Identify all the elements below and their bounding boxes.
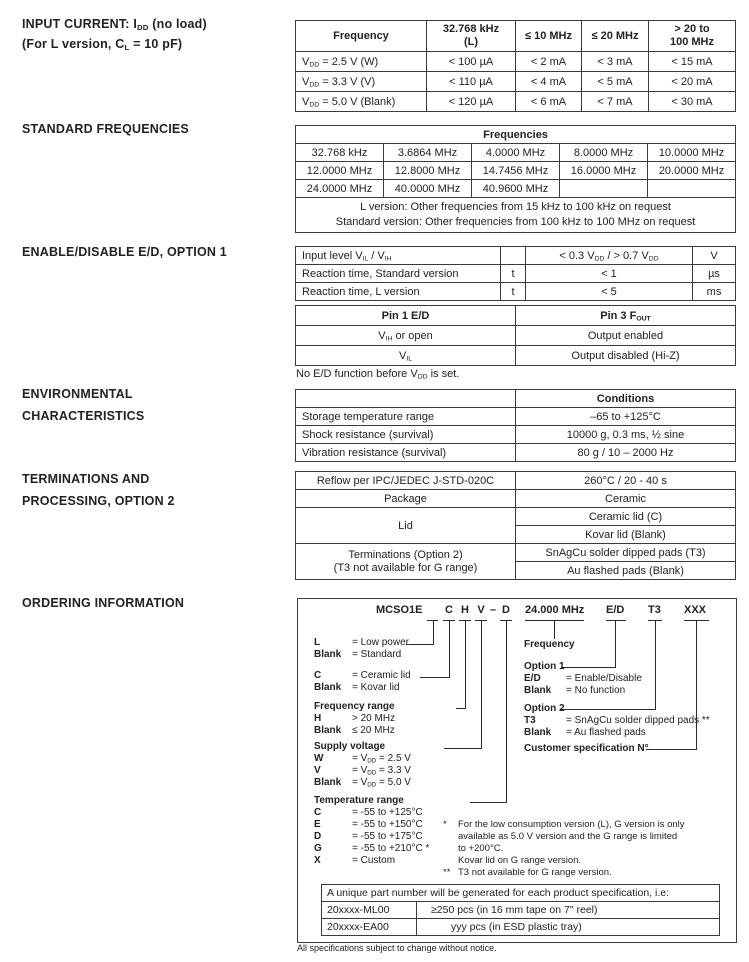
table-cell: 10000 g, 0.3 ms, ½ sine (516, 426, 736, 444)
legend-row: Blank = No function (524, 685, 626, 696)
table-row (296, 444, 736, 462)
table-row (296, 247, 736, 265)
terminations-heading-line2: PROCESSING, OPTION 2 (22, 494, 175, 508)
frequency-note-line1: L version: Other frequencies from 15 kHz to 100 kHz on request (360, 201, 671, 213)
table-cell: 32.768 kHz (L) (427, 21, 516, 52)
table-cell: Package (296, 490, 516, 508)
table-cell: < 15 mA (649, 52, 736, 72)
legend-row: Blank = $V_{DD} = 5.0$ V (314, 777, 411, 789)
table-cell: $V_{IL}$ (296, 346, 516, 366)
table-row (296, 390, 736, 408)
table-cell: Input level $V_{IL} / V_{IH}$ (296, 247, 501, 265)
connector-line (406, 644, 434, 645)
table-row (296, 265, 736, 283)
table-cell (296, 390, 516, 408)
table-cell: 3.6864 MHz (384, 144, 472, 162)
legend-title: Frequency range (314, 701, 395, 712)
connector-line (456, 708, 466, 709)
table-cell: Pin 1 E/D (296, 306, 516, 326)
standard-frequencies-heading: STANDARD FREQUENCIES (22, 122, 189, 136)
ed-pin-table (295, 305, 736, 366)
table-cell: Ceramic (516, 490, 736, 508)
table-row (296, 180, 736, 198)
part-option1: E/D (606, 604, 625, 616)
footer-note: All specifications subject to change without notice. (297, 943, 497, 953)
legend-title: Option 2 (524, 703, 565, 714)
table-cell: 20xxxx-ML00 (322, 902, 417, 919)
table-cell: 80 g / 10 – 2000 Hz (516, 444, 736, 462)
table-cell: 32.768 kHz (296, 144, 384, 162)
table-cell: 14.7456 MHz (472, 162, 560, 180)
legend-row: L = Low power (314, 637, 409, 648)
enable-disable-heading: ENABLE/DISABLE E/D, OPTION 1 (22, 245, 227, 259)
table-cell: Frequencies (296, 126, 736, 144)
table-cell: < 1 (526, 265, 693, 283)
legend-row: G = -55 to +210°C * (314, 843, 430, 854)
table-row (296, 144, 736, 162)
label-block-temperature-range (314, 795, 429, 867)
table-row (296, 408, 736, 426)
table-row (296, 162, 736, 180)
part-option2: T3 (648, 604, 661, 616)
table-cell: ms (693, 283, 736, 301)
table-row (296, 490, 736, 508)
table-cell: 12.0000 MHz (296, 162, 384, 180)
table-row (296, 426, 736, 444)
legend-row: D = -55 to +175°C (314, 831, 423, 842)
ed-levels-table (295, 246, 736, 301)
part-freq-range-code: H (461, 604, 469, 616)
legend-row: E = -55 to +150°C (314, 819, 423, 830)
table-cell: > 20 to 100 MHz (649, 21, 736, 52)
table-cell: < 7 mA (582, 92, 649, 112)
table-cell: ≤ 10 MHz (516, 21, 582, 52)
part-voltage-code: V (477, 604, 485, 616)
legend-title: Option 1 (524, 661, 565, 672)
table-cell: $V_{IH}$ or open (296, 326, 516, 346)
table-cell: Output enabled (516, 326, 736, 346)
table-cell: < 0.3 $V_{DD}$ / > 0.7 $V_{DD}$ (526, 247, 693, 265)
table-cell: Vibration resistance (survival) (296, 444, 516, 462)
connector-line (433, 621, 434, 644)
part-number-table (321, 884, 720, 936)
label-block-customer-spec (524, 743, 649, 755)
legend-title: Customer specification N° (524, 743, 649, 754)
table-row (296, 472, 736, 490)
connector-line (554, 621, 555, 639)
table-cell: 12.8000 MHz (384, 162, 472, 180)
table-cell: 10.0000 MHz (648, 144, 736, 162)
legend-row: X = Custom (314, 855, 396, 866)
table-cell: ≥250 pcs (in 16 mm tape on 7" reel) (417, 902, 720, 919)
label-block-option2 (524, 703, 710, 739)
label-block-frequency (524, 639, 575, 651)
table-cell: –65 to +125°C (516, 408, 736, 426)
connector-line (444, 748, 482, 749)
table-cell: t (501, 265, 526, 283)
ordering-heading: ORDERING INFORMATION (22, 596, 185, 610)
table-cell: Conditions (516, 390, 736, 408)
table-row (322, 919, 720, 936)
footnote-line: * For the low consumption version (L), G version is only (443, 819, 685, 830)
footnote-star (443, 819, 685, 879)
table-row (322, 885, 720, 902)
table-row (296, 92, 736, 112)
table-cell: 40.9600 MHz (472, 180, 560, 198)
footnote-line: available as 5.0 V version and the G range is limited (458, 831, 678, 842)
input-current-heading: INPUT CURRENT: $I_{DD}$ (no load) (22, 17, 207, 32)
table-cell: 24.0000 MHz (296, 180, 384, 198)
table-cell (501, 247, 526, 265)
table-cell: < 100 µA (427, 52, 516, 72)
legend-row: C = Ceramic lid (314, 670, 411, 681)
legend-title: Frequency (524, 639, 575, 650)
table-cell: yyy pcs (in ESD plastic tray) (417, 919, 720, 936)
standard-frequencies-table (295, 125, 736, 233)
table-row (296, 198, 736, 233)
part-customer-code: XXX (684, 604, 707, 616)
legend-row: Blank = Au flashed pads (524, 727, 646, 738)
part-family: MCSO1E (376, 604, 423, 616)
table-cell: Reaction time, L version (296, 283, 501, 301)
input-current-table (295, 20, 736, 112)
table-cell: $V_{DD} = 5.0$ V (Blank) (296, 92, 427, 112)
table-row (296, 126, 736, 144)
connector-line (481, 621, 482, 748)
connector-line (646, 749, 697, 750)
table-cell: Terminations (Option 2) (T3 not available for G range) (296, 544, 516, 580)
table-row (296, 508, 736, 526)
table-cell: Reflow per IPC/JEDEC J-STD-020C (296, 472, 516, 490)
table-cell: $V_{DD} = 3.3$ V (V) (296, 72, 427, 92)
connector-line (420, 677, 450, 678)
table-cell: 20xxxx-EA00 (322, 919, 417, 936)
table-cell: Lid (296, 508, 516, 544)
connector-line (506, 621, 507, 802)
table-cell: V (693, 247, 736, 265)
table-cell: $V_{DD} = 2.5$ V (W) (296, 52, 427, 72)
table-cell (560, 180, 648, 198)
terminations-heading-line1: TERMINATIONS AND (22, 472, 150, 486)
terminations-table (295, 471, 736, 580)
connector-line (449, 621, 450, 677)
table-cell: Output disabled (Hi-Z) (516, 346, 736, 366)
table-row (296, 283, 736, 301)
legend-title: Supply voltage (314, 741, 386, 752)
table-cell: < 110 µA (427, 72, 516, 92)
table-cell: Kovar lid (Blank) (516, 526, 736, 544)
connector-line (470, 802, 507, 803)
table-cell: < 5 mA (582, 72, 649, 92)
table-cell: < 6 mA (516, 92, 582, 112)
environmental-heading-line1: ENVIRONMENTAL (22, 387, 133, 401)
table-cell: µs (693, 265, 736, 283)
legend-row: $V = V_{DD} = 3.3$ V (314, 765, 411, 777)
footnote-line: Kovar lid on G range version. (458, 855, 582, 866)
table-cell: < 5 (526, 283, 693, 301)
footnote-line: ** T3 not available for G range version. (443, 867, 612, 878)
table-cell: Reaction time, Standard version (296, 265, 501, 283)
table-cell: < 3 mA (582, 52, 649, 72)
table-cell: ≤ 20 MHz (582, 21, 649, 52)
table-row (296, 21, 736, 52)
table-cell: 40.0000 MHz (384, 180, 472, 198)
legend-row: Blank = Standard (314, 649, 402, 660)
table-cell: Au flashed pads (Blank) (516, 562, 736, 580)
label-block-lid (314, 670, 411, 694)
part-lid-code: C (445, 604, 453, 616)
table-row (296, 306, 736, 326)
table-cell: 8.0000 MHz (560, 144, 648, 162)
table-cell: 16.0000 MHz (560, 162, 648, 180)
table-cell (648, 180, 736, 198)
ed-note: No E/D function before $V_{DD}$ is set. (296, 368, 460, 381)
table-row (296, 544, 736, 562)
table-cell: A unique part number will be generated for each product specification, i.e: (322, 885, 720, 902)
table-cell: Frequency (296, 21, 427, 52)
underline (606, 620, 626, 621)
ordering-diagram-box (297, 598, 737, 943)
connector-line (465, 621, 466, 708)
table-row (296, 52, 736, 72)
label-block-supply-voltage (314, 741, 411, 789)
connector-line (655, 621, 656, 709)
legend-row: Blank ≤ 20 MHz (314, 725, 395, 736)
frequency-note-line2: Standard version: Other frequencies from 100 kHz to 100 MHz on request (335, 216, 696, 228)
label-block-frequency-range (314, 701, 395, 737)
legend-title: Temperature range (314, 795, 404, 806)
table-cell: 20.0000 MHz (648, 162, 736, 180)
part-temp-range-code: D (502, 604, 510, 616)
input-current-subheading: (For L version, $C_L = 10$ pF) (22, 37, 183, 52)
table-cell: t (501, 283, 526, 301)
table-cell: < 120 µA (427, 92, 516, 112)
legend-row: Blank = Kovar lid (314, 682, 400, 693)
table-cell: Ceramic lid (C) (516, 508, 736, 526)
table-cell: Pin 3 $F_{OUT}$ (516, 306, 736, 326)
table-cell (296, 198, 736, 233)
environmental-table (295, 389, 736, 462)
label-block-option1 (524, 661, 642, 697)
table-cell: 4.0000 MHz (472, 144, 560, 162)
table-row (322, 902, 720, 919)
part-frequency: 24.000 MHz (525, 604, 585, 616)
table-cell: < 20 mA (649, 72, 736, 92)
label-block-power (314, 637, 409, 661)
table-cell: < 2 mA (516, 52, 582, 72)
legend-row: C = -55 to +125°C (314, 807, 423, 818)
table-row (296, 72, 736, 92)
table-cell: 260°C / 20 - 40 s (516, 472, 736, 490)
part-separator: – (489, 604, 497, 616)
table-cell: Shock resistance (survival) (296, 426, 516, 444)
table-row (296, 346, 736, 366)
environmental-heading-line2: CHARACTERISTICS (22, 409, 145, 423)
table-cell: Storage temperature range (296, 408, 516, 426)
footnote-line: to +200°C. (458, 843, 504, 854)
table-cell: < 30 mA (649, 92, 736, 112)
table-cell: < 4 mA (516, 72, 582, 92)
legend-row: E/D = Enable/Disable (524, 673, 642, 684)
legend-row: T3 = SnAgCu solder dipped pads ** (524, 715, 710, 726)
legend-row: $W = V_{DD} = 2.5$ V (314, 753, 411, 765)
table-row (296, 326, 736, 346)
table-cell: SnAgCu solder dipped pads (T3) (516, 544, 736, 562)
legend-row: H > 20 MHz (314, 713, 396, 724)
